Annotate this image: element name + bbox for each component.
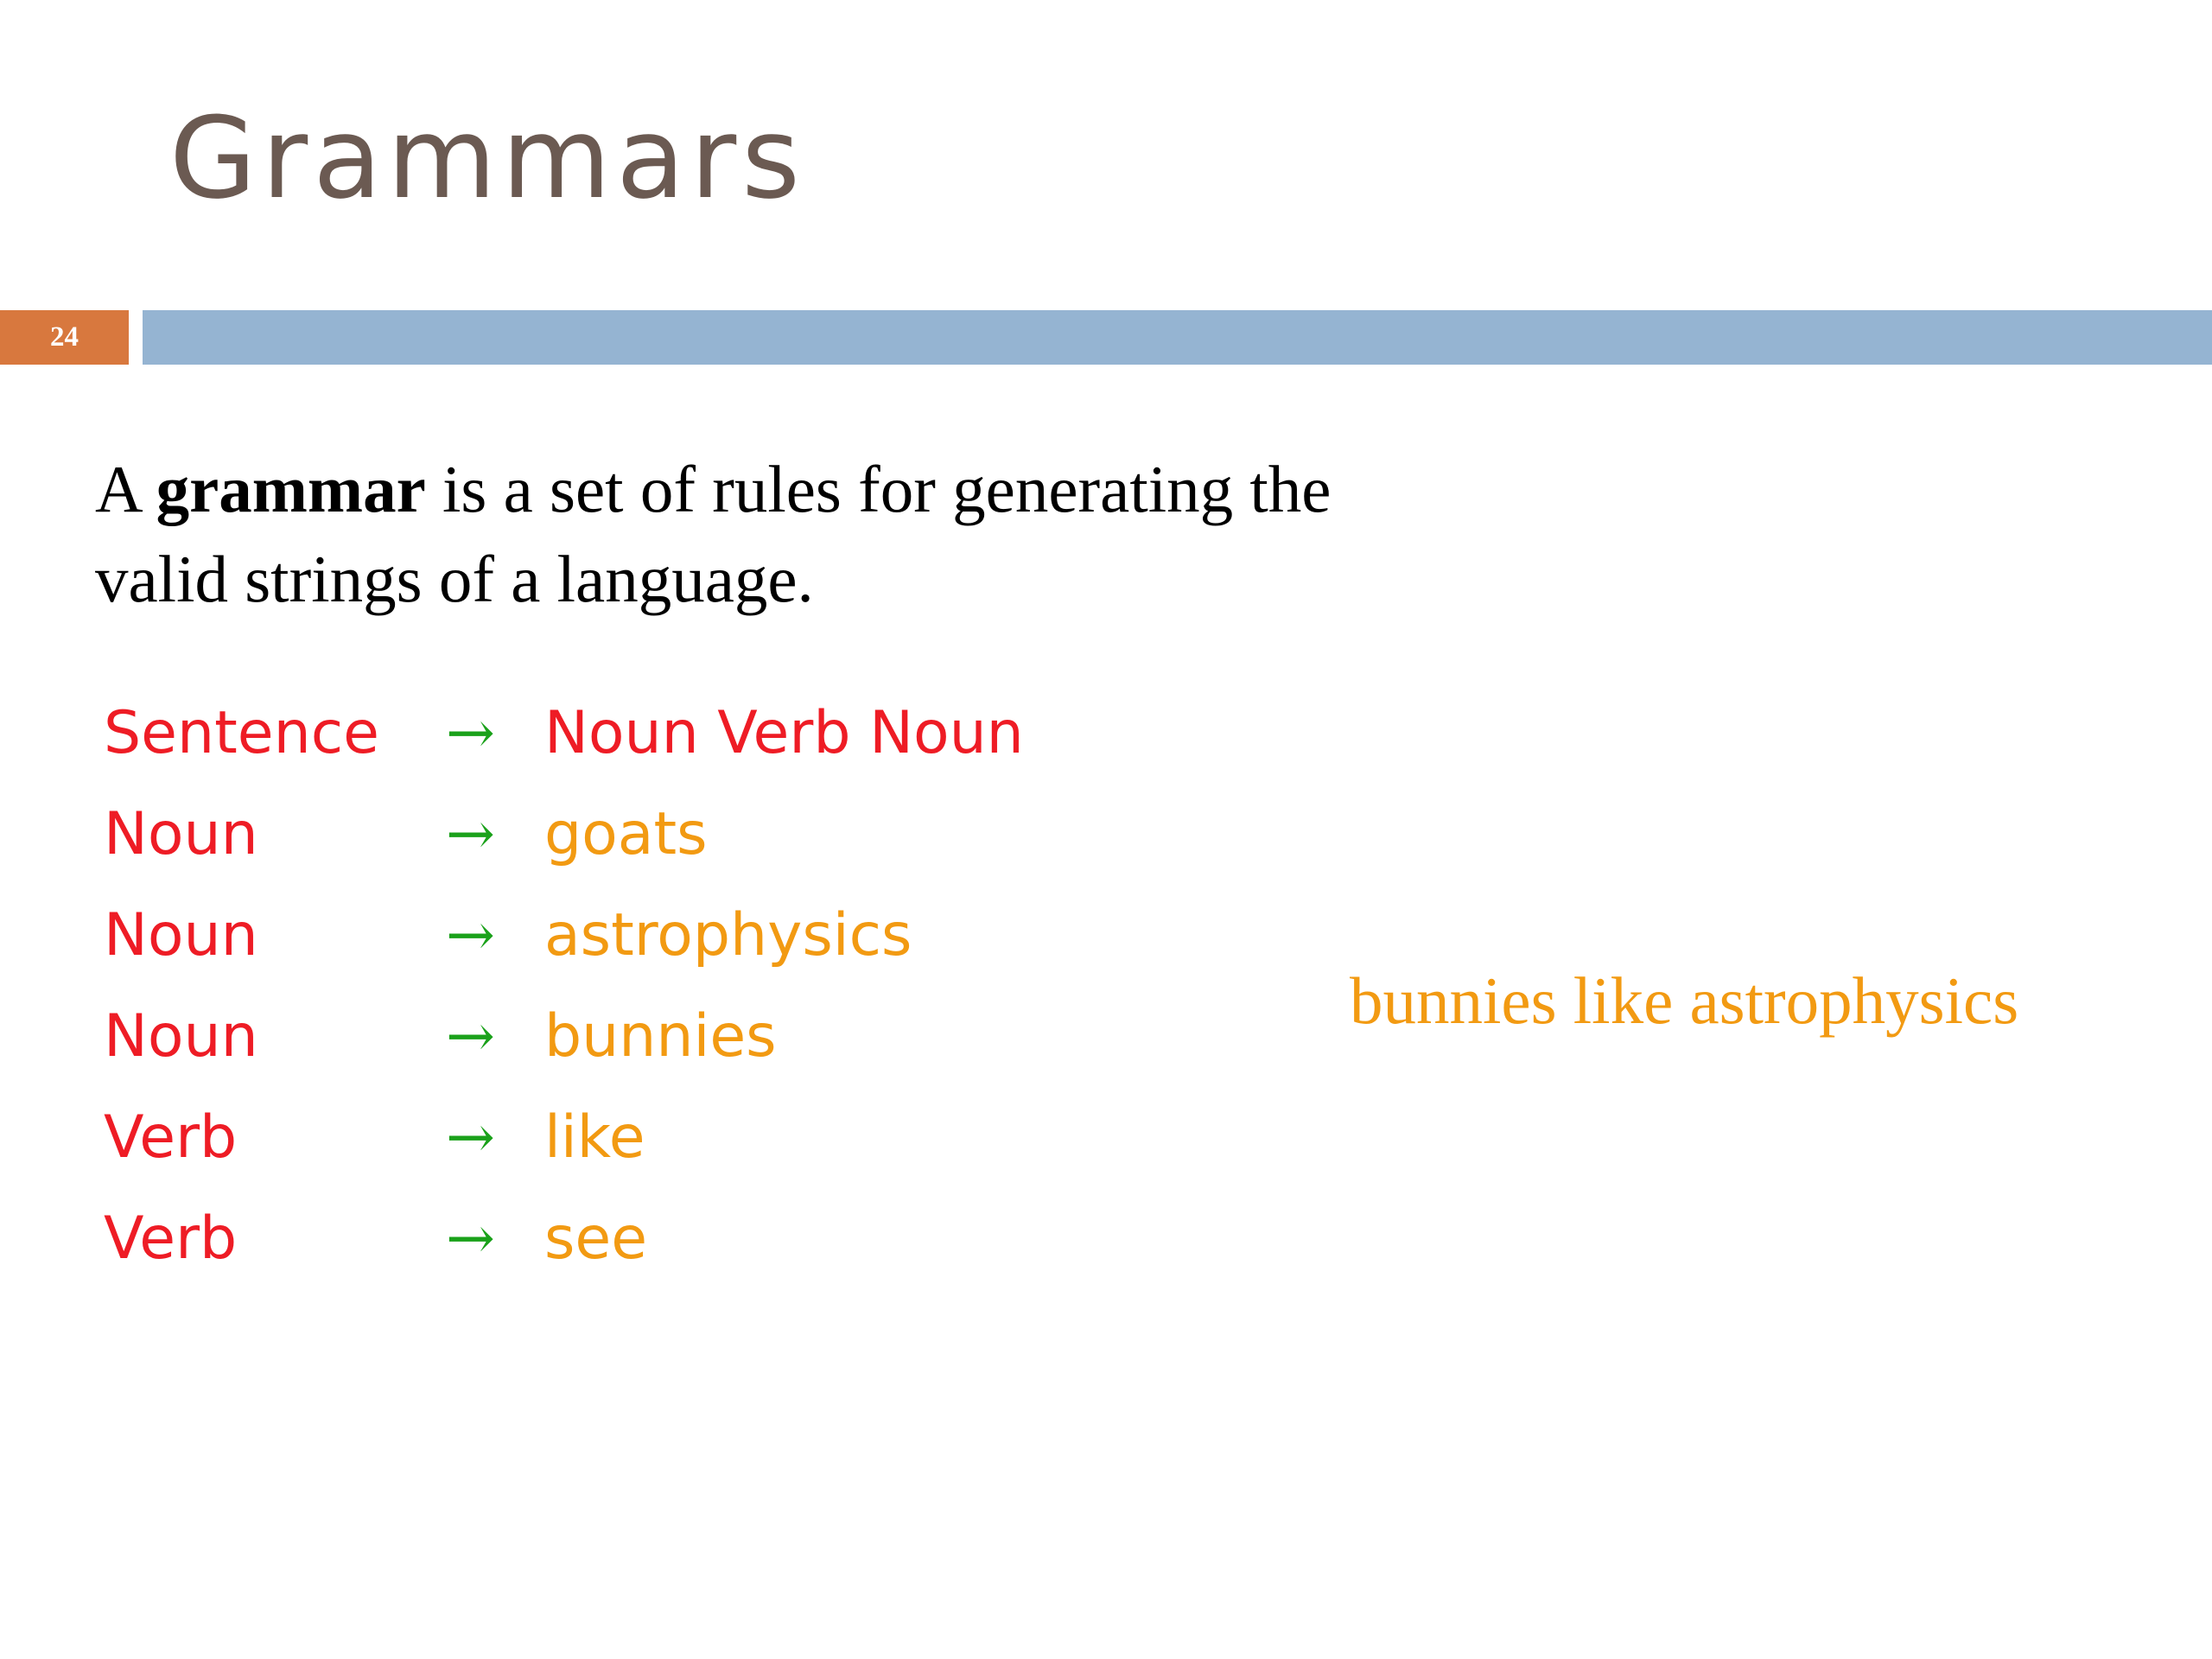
slide-number: 24 — [0, 310, 129, 365]
right-arrow-icon: → — [446, 1002, 495, 1071]
right-arrow-icon: → — [446, 800, 495, 868]
right-arrow-icon: → — [446, 699, 495, 767]
rule-rhs: goats — [544, 800, 708, 868]
rule-rhs: astrophysics — [544, 901, 912, 969]
rule-lhs: Sentence — [104, 699, 379, 767]
slide-title: Grammars — [169, 92, 805, 224]
rule-lhs: Verb — [104, 1103, 238, 1172]
rule-lhs: Noun — [104, 1002, 258, 1071]
grammar-rule — [104, 1087, 1313, 1188]
grammar-rule — [104, 1188, 1313, 1289]
definition-suffix: is a set of rules for generating the valid strings of a language. — [95, 452, 1332, 616]
rule-lhs: Noun — [104, 901, 258, 969]
definition-term: grammar — [156, 452, 426, 526]
grammar-rules — [104, 683, 1313, 1289]
example-sentence: bunnies like astrophysics — [1350, 963, 2019, 1038]
rule-lhs: Noun — [104, 800, 258, 868]
right-arrow-icon: → — [446, 1205, 495, 1273]
grammar-rule — [104, 784, 1313, 885]
rule-rhs: Noun Verb Noun — [544, 699, 1024, 767]
rule-rhs: see — [544, 1205, 648, 1273]
grammar-rule — [104, 683, 1313, 784]
rule-lhs: Verb — [104, 1205, 238, 1273]
rule-rhs: bunnies — [544, 1002, 777, 1071]
title-divider-bar — [143, 310, 2212, 365]
grammar-rule — [104, 986, 1313, 1087]
grammar-definition — [95, 444, 1478, 624]
definition-prefix: A — [95, 452, 156, 526]
grammar-rule — [104, 885, 1313, 986]
rule-rhs: like — [544, 1103, 645, 1172]
right-arrow-icon: → — [446, 1103, 495, 1172]
right-arrow-icon: → — [446, 901, 495, 969]
